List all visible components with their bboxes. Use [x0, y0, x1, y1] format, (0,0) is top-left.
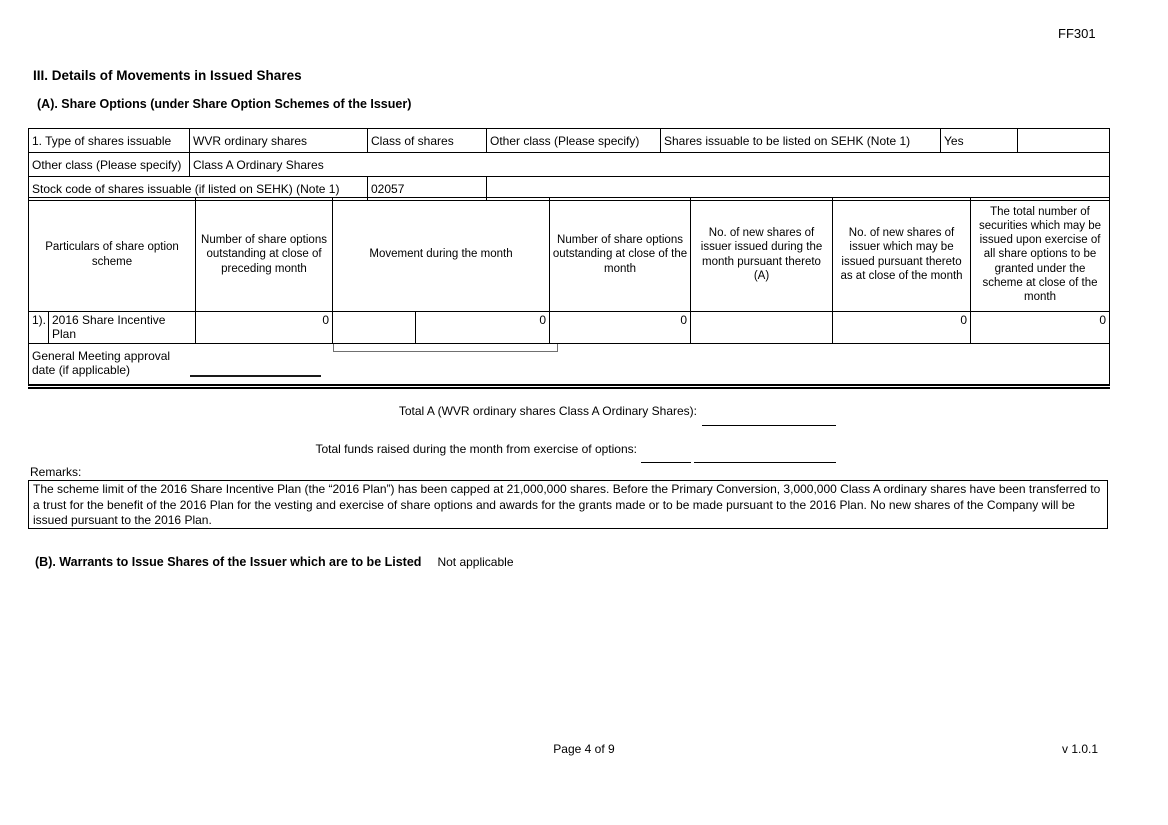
subsection-b-title: (B). Warrants to Issue Shares of the Issuer which are to be Listed: [35, 555, 422, 569]
value-new-shares-issued: [691, 312, 833, 344]
scheme-row: [29, 312, 1110, 344]
value-new-shares-may-issue: 0: [833, 312, 971, 344]
other-class-value: Class A Ordinary Shares: [190, 153, 1110, 177]
class-of-shares-label: Class of shares: [368, 129, 487, 153]
stock-code-label: Stock code of shares issuable (if listed on SEHK) (Note 1): [29, 177, 368, 201]
class-of-shares-value: Other class (Please specify): [487, 129, 661, 153]
listed-on-sehk-value: Yes: [941, 129, 1018, 153]
header-movement: Movement during the month: [333, 198, 550, 312]
general-meeting-row: [29, 344, 1110, 387]
header-particulars: Particulars of share option scheme: [29, 198, 196, 312]
movement-subtotal-strip: [333, 344, 558, 352]
header-outstanding-preceding: Number of share options outstanding at close of preceding month: [196, 198, 333, 312]
total-a-blank-line: [702, 425, 836, 426]
remarks-box: The scheme limit of the 2016 Share Incentive Plan (the “2016 Plan”) has been capped at 21,000,000 shares. Before the Primary Conversion, 3,000,000 Class A ordinary shares have been transferred to a trust for the benefit of the 2016 Plan for the vesting and exercise of share options and awards for the grants made or to be made pursuant to the 2016 Plan. No new shares of the Company will be issued pursuant to the 2016 Plan.: [28, 480, 1108, 529]
general-meeting-label: General Meeting approval date (if applicable): [32, 349, 171, 377]
type-of-shares-label: 1. Type of shares issuable: [29, 129, 190, 153]
subsection-a-title: (A). Share Options (under Share Option Schemes of the Issuer): [37, 97, 412, 111]
header-outstanding-close: Number of share options outstanding at close of the month: [550, 198, 691, 312]
info-row-type: [29, 129, 1110, 153]
total-funds-blank-line-1: [641, 462, 691, 463]
form-code: FF301: [1058, 26, 1096, 41]
value-movement-blank: [333, 312, 416, 344]
scheme-name: 2016 Share Incentive Plan: [49, 312, 196, 344]
section-title: III. Details of Movements in Issued Shares: [33, 68, 302, 83]
header-new-shares-may-issue: No. of new shares of issuer which may be issued pursuant thereto as at close of the month: [833, 198, 971, 312]
info-row1-empty-cell: [1018, 129, 1110, 153]
value-outstanding-preceding: 0: [196, 312, 333, 344]
type-of-shares-value: WVR ordinary shares: [190, 129, 368, 153]
general-meeting-cell: [29, 344, 1110, 387]
general-meeting-date-blank-line: [190, 375, 321, 377]
subsection-b: [35, 555, 514, 569]
share-options-table: [28, 197, 1110, 389]
share-info-table: [28, 128, 1110, 201]
form-version: v 1.0.1: [1062, 742, 1099, 756]
header-new-shares-issued: No. of new shares of issuer issued during the month pursuant thereto (A): [691, 198, 833, 312]
header-total-securities: The total number of securities which may be issued upon exercise of all share options to be granted under the scheme at close of the month: [971, 198, 1110, 312]
total-funds-blank-line-2: [694, 462, 836, 463]
value-outstanding-close: 0: [550, 312, 691, 344]
stock-code-value: 02057: [368, 177, 487, 201]
options-header-row: [29, 198, 1110, 312]
total-funds-label: Total funds raised during the month from exercise of options:: [315, 442, 637, 456]
value-movement: 0: [416, 312, 550, 344]
info-row-other-class: [29, 153, 1110, 177]
remarks-label: Remarks:: [30, 465, 82, 479]
scheme-index: 1).: [29, 312, 49, 344]
value-total-securities: 0: [971, 312, 1110, 344]
other-class-label: Other class (Please specify): [29, 153, 190, 177]
page-number: Page 4 of 9: [553, 742, 615, 756]
subsection-b-value: Not applicable: [437, 555, 514, 569]
total-a-label: Total A (WVR ordinary shares Class A Ordinary Shares):: [398, 404, 697, 418]
listed-on-sehk-label: Shares issuable to be listed on SEHK (Note 1): [661, 129, 941, 153]
